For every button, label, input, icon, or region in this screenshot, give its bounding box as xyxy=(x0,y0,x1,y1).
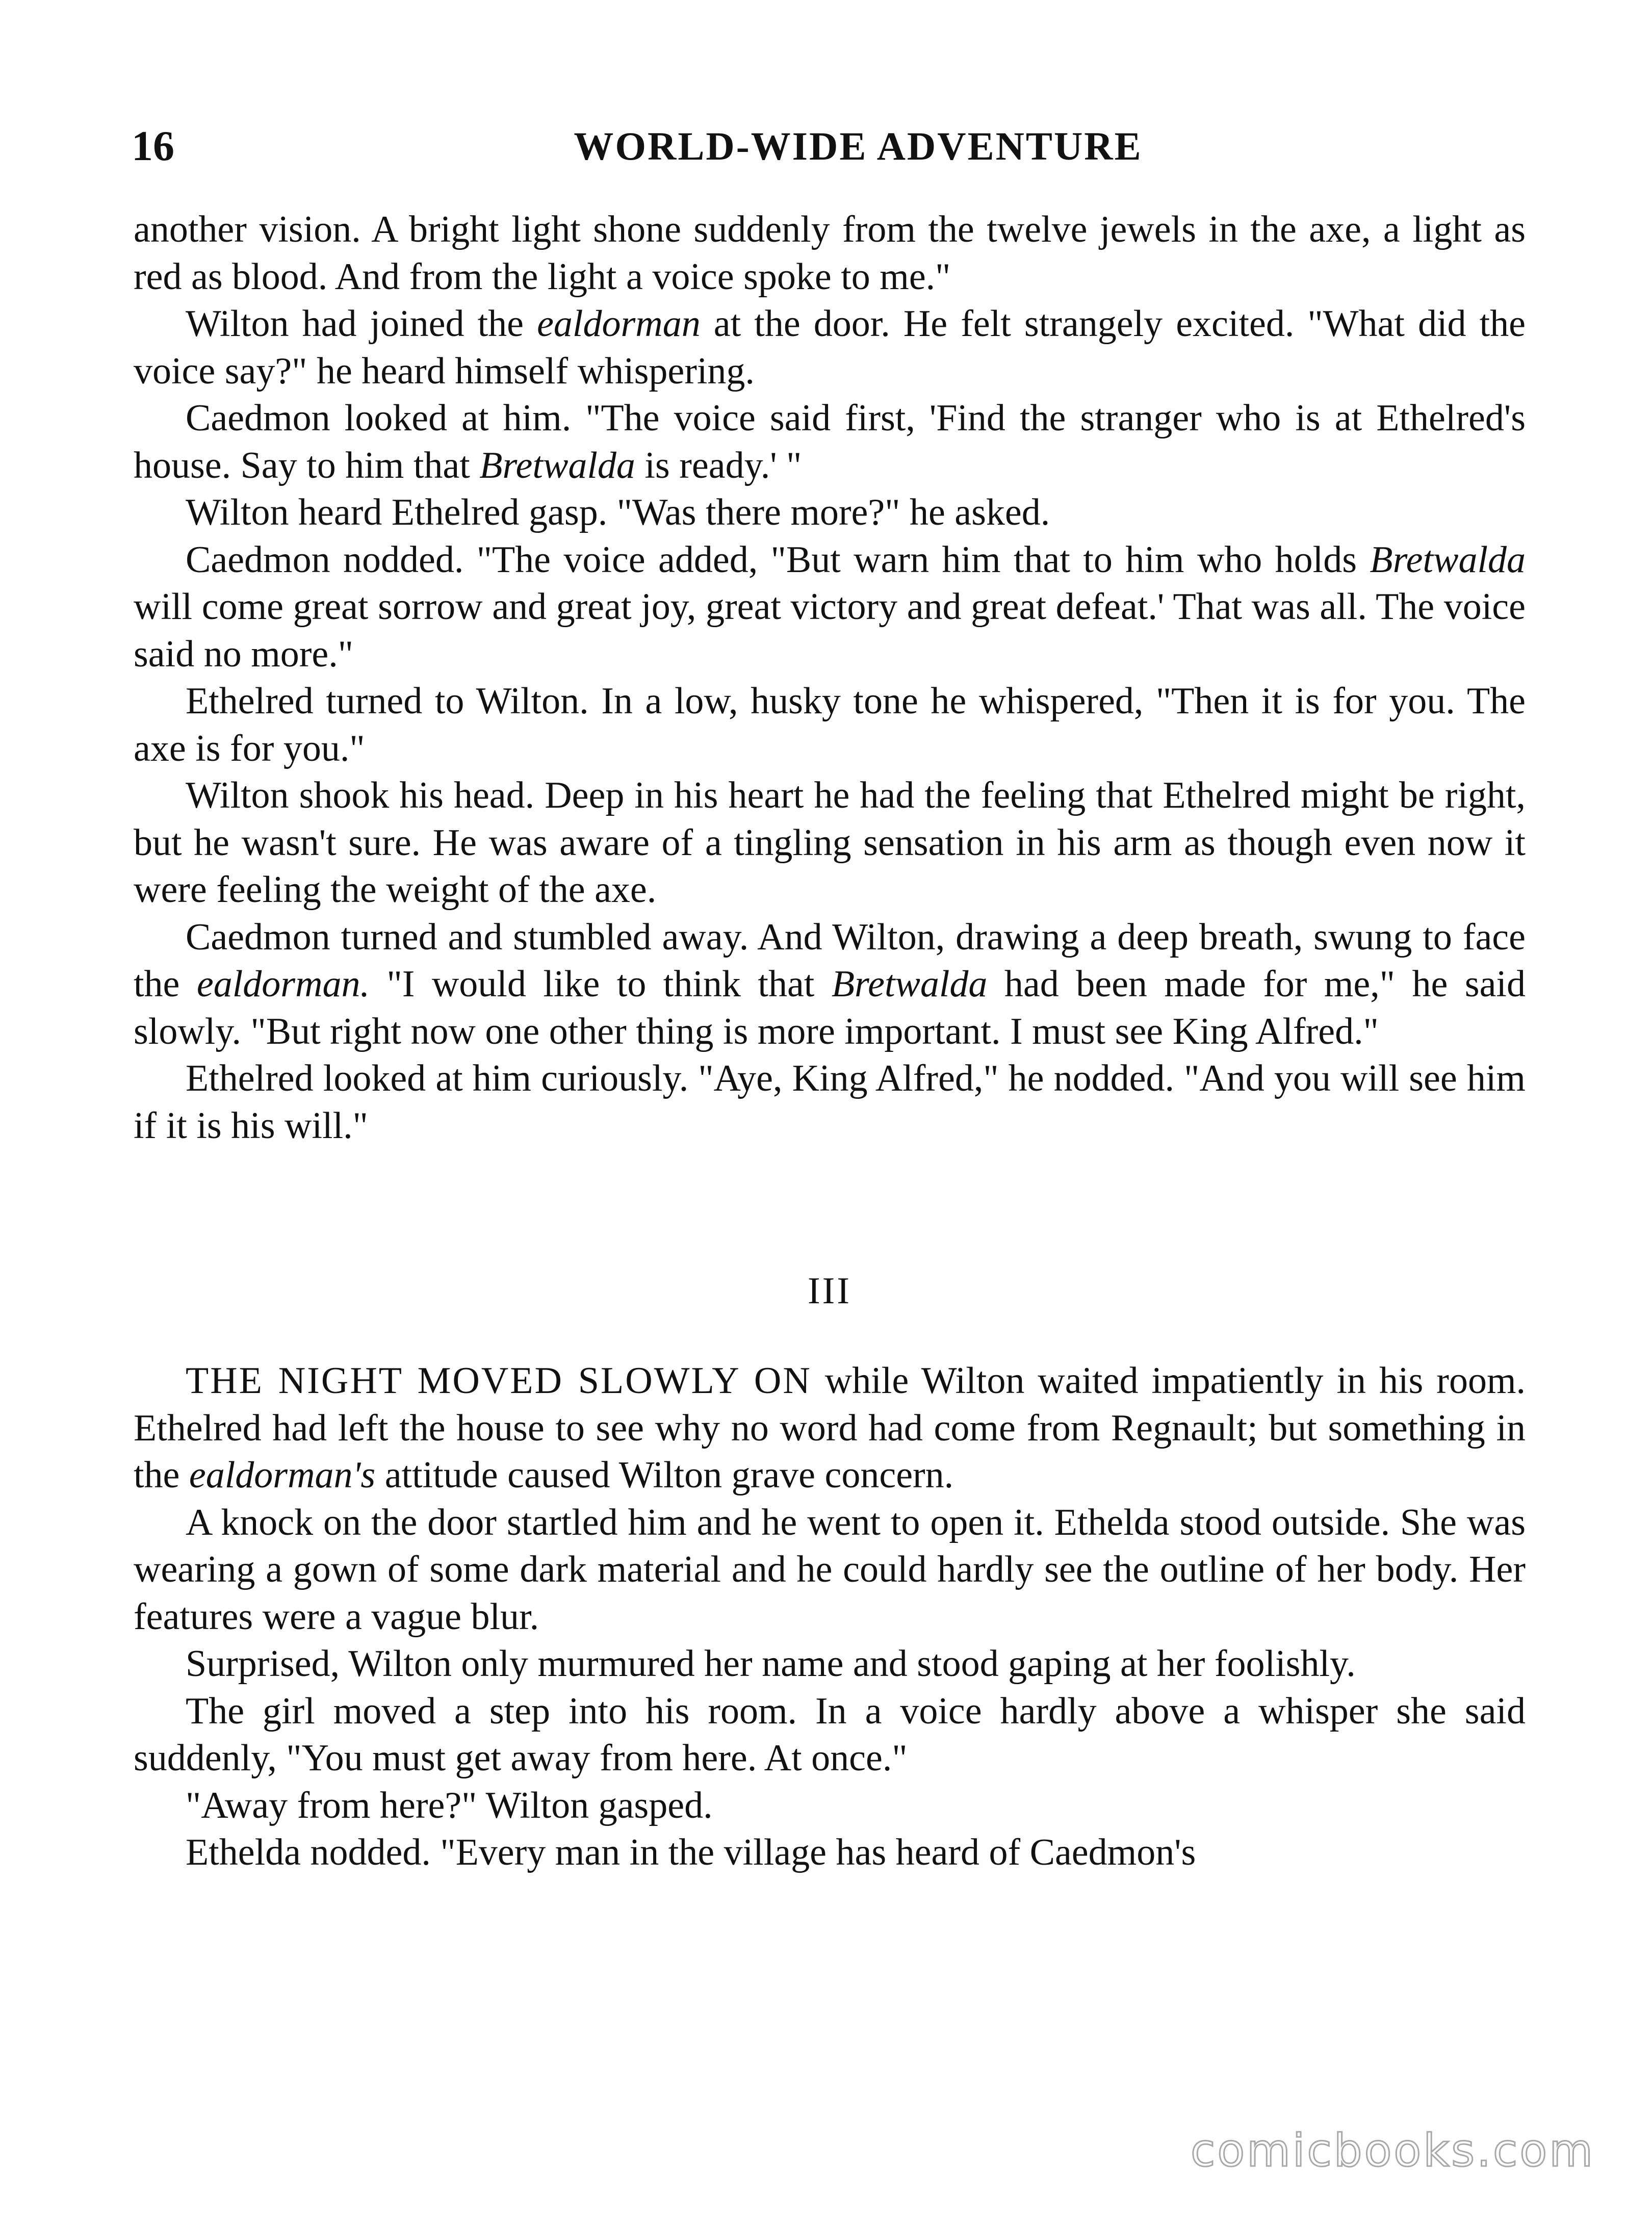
paragraph: A knock on the door startled him and he went to open it. Ethelda stood outside. She was wearing a gown of some dark material and he could hardly see the outline of her body. Her features were a vague blur. xyxy=(134,1501,1526,1638)
paragraph: The girl moved a step into his room. In a voice hardly above a whisper she said suddenly, "You must get away from here. At once." xyxy=(134,1690,1526,1779)
text-run: Caedmon looked at him. "The voice said first, 'Find the stranger who is at Ethelred's house. Say to him that xyxy=(134,397,1526,486)
section-number: III xyxy=(808,1270,851,1312)
watermark: comicbooks.com xyxy=(1190,2124,1595,2177)
text-run: had been made for me," he said slowly. "But right now one other thing is more important. I must see King Alfred." xyxy=(134,963,1526,1052)
paragraph: Surprised, Wilton only murmured her name and stood gaping at her foolishly. xyxy=(186,1643,1356,1685)
paragraph xyxy=(134,1357,1526,1499)
paragraph: Wilton heard Ethelred gasp. "Was there more?" he asked. xyxy=(186,492,1050,533)
paragraph: "Away from here?" Wilton gasped. xyxy=(186,1784,713,1826)
text-run: will come great sorrow and great joy, great victory and great defeat.' That was all. The voice said no more." xyxy=(134,586,1526,675)
section-break xyxy=(134,1149,1526,1357)
italic-term: Bretwalda xyxy=(831,963,988,1005)
opening-caps: THE NIGHT MOVED SLOWLY ON xyxy=(186,1360,812,1402)
paragraph xyxy=(134,914,1526,1055)
text-run: at the door. He felt strangely excited. "What did the voice say?" he heard himself whispering. xyxy=(134,303,1526,392)
text-run: is ready.' " xyxy=(635,444,802,486)
text-run: attitude caused Wilton grave concern. xyxy=(375,1454,954,1496)
body-text xyxy=(134,206,1526,1876)
paragraph xyxy=(134,300,1526,395)
paragraph xyxy=(134,395,1526,489)
text-run: "I would like to think that xyxy=(370,963,832,1005)
paragraph: Wilton shook his head. Deep in his heart he had the feeling that Ethelred might be right, but he wasn't sure. He was aware of a tingling sensation in his arm as though even now it were feeling the weight of the axe. xyxy=(134,775,1526,911)
italic-term: ealdorman. xyxy=(196,963,370,1005)
paragraph: Ethelda nodded. "Every man in the village has heard of Caedmon's xyxy=(186,1832,1196,1873)
italic-term: ealdorman's xyxy=(189,1454,376,1496)
text-run: Caedmon nodded. "The voice added, "But warn him that to him who holds xyxy=(186,538,1370,581)
italic-term: Bretwalda xyxy=(479,444,635,486)
italic-term: Bretwalda xyxy=(1370,538,1526,581)
italic-term: ealdorman xyxy=(537,303,701,345)
running-head xyxy=(132,118,1524,174)
text-run: while Wilton waited impatiently in his room. Ethelred had left the house to see why no word had come from Regnault; but something in the xyxy=(134,1360,1526,1496)
paragraph: Ethelred looked at him curiously. "Aye, King Alfred," he nodded. "And you will see him if it is his will." xyxy=(134,1058,1526,1147)
page-number: 16 xyxy=(132,122,174,170)
paragraph xyxy=(134,536,1526,678)
book-title: WORLD-WIDE ADVENTURE xyxy=(574,124,1143,168)
paragraph: another vision. A bright light shone suddenly from the twelve jewels in the axe, a light as red as blood. And from the light a voice spoke to me." xyxy=(134,209,1526,298)
text-run: Caedmon turned and stumbled away. And Wilton, drawing a deep breath, swung to face the xyxy=(134,916,1526,1005)
paragraph: Ethelred turned to Wilton. In a low, husky tone he whispered, "Then it is for you. The axe is for you." xyxy=(134,680,1526,769)
text-run: Wilton had joined the xyxy=(186,303,537,345)
